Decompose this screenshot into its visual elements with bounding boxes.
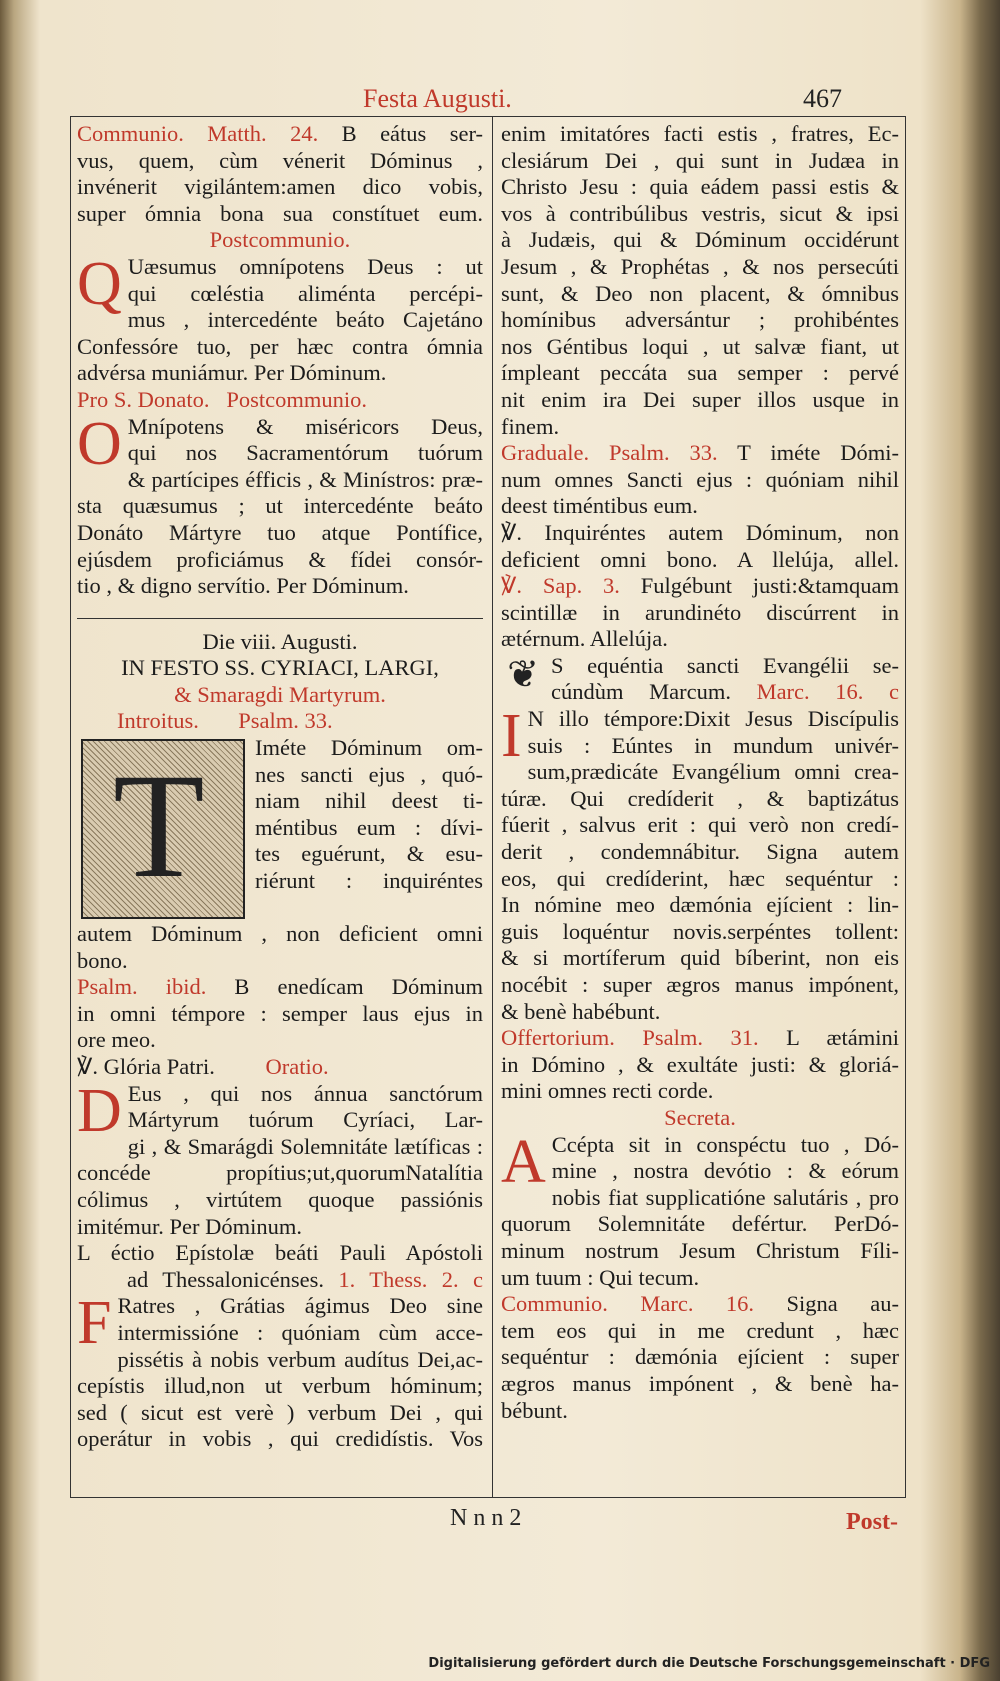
text-line: Jesum , & Prophétas , & nos persecúti <box>501 253 899 279</box>
text-line: bono. <box>77 947 128 973</box>
text-line: Ratres , Grátias ágimus Deo sine <box>117 1293 483 1319</box>
text-line: sta quæsumus ; ut intercedénte beáto <box>77 493 483 519</box>
text-line: & si mortíferum quid bíberint, non eis <box>501 945 899 971</box>
book-page <box>28 0 960 1640</box>
text-line: nobis fiat supplicatióne salutáris , pro <box>551 1184 899 1210</box>
section-rule <box>77 604 483 619</box>
text-line: num omnes Sancti ejus : quóniam nihil <box>501 466 899 492</box>
text-line: mus , intercedénte beáto Cajetáno <box>127 307 483 333</box>
text-line: tes eguérunt, & esu- <box>255 841 483 867</box>
text-line: sequéntur : dæmónia ejícient : super <box>501 1344 899 1370</box>
text-line: imitémur. Per Dóminum. <box>77 1213 302 1239</box>
page-footer <box>70 1505 904 1535</box>
text-line: Uæsumus omnípotens Deus : ut <box>127 253 483 279</box>
feast-subtitle: & Smaragdi Martyrum. <box>174 681 386 707</box>
text-line: advérsa muniámur. Per Dóminum. <box>77 360 387 386</box>
communio-heading: Communio. Matth. 24. <box>77 121 319 146</box>
text-line: ad Thessalonicénses. <box>127 1266 325 1292</box>
text-line: ℣. Inquiréntes autem Dóminum, non <box>501 519 899 545</box>
text-line: cúndùm Marcum. <box>551 679 731 705</box>
text-line: tem eos qui in me credunt , hæc <box>501 1317 899 1343</box>
text-line: enim imitatóres facti estis , fratres, Ec- <box>501 121 899 146</box>
text-line: um tuum : Qui tecum. <box>501 1264 700 1290</box>
donato-heading: Pro S. Donato. <box>77 386 210 412</box>
text-line: riérunt : inquiréntes <box>255 868 483 894</box>
text-line: Ccépta sit in conspéctu tuo , Dó- <box>551 1131 899 1157</box>
feast-title: IN FESTO SS. CYRIACI, LARGI, <box>121 655 439 681</box>
text-line: Donáto Mártyre tuo atque Pontífice, <box>77 519 483 545</box>
text-line: & partícipes éfficis , & Minístros: præ- <box>127 466 483 492</box>
text-line: Fulgébunt justi:&tamquam <box>640 573 899 599</box>
signature-mark: N n n 2 <box>450 1505 522 1531</box>
text-line: méntibus eum : dívi- <box>255 814 483 840</box>
running-head-title: Festa Augusti. <box>363 84 512 113</box>
text-line: qui nos Sacramentórum tuórum <box>127 440 483 466</box>
text-line: vus, quem, cùm vénerit Dóminus , <box>77 147 483 173</box>
text-line: ore meo. <box>77 1027 156 1053</box>
gospel-reference: Marc. 16. c <box>756 679 899 705</box>
page-number: 467 <box>803 84 842 113</box>
postcommunio-heading: Postcommunio. <box>209 227 351 253</box>
text-line: Confessóre tuo, per hæc contra ómnia <box>77 333 483 359</box>
graduale-heading: Graduale. Psalm. 33. <box>501 440 718 466</box>
text-line: bébunt. <box>501 1397 568 1423</box>
text-line: operátur in vobis , qui credidístis. Vos <box>77 1426 483 1452</box>
text-line: pissétis à nobis verbum audítus Dei,ac- <box>117 1346 483 1372</box>
drop-cap: O <box>77 409 122 478</box>
sequentia-block <box>501 653 899 706</box>
oratio-paragraph <box>77 1076 483 1241</box>
text-line: Mnípotens & miséricors Deus, <box>127 413 483 439</box>
text-line: Signa au- <box>786 1291 899 1317</box>
fleuron-ornament-icon: ❦ <box>507 653 539 696</box>
postcommunio-paragraph <box>77 249 483 387</box>
oratio-heading: Oratio. <box>265 1054 329 1080</box>
text-line: clesiárum Dei , qui sunt in Judæa in <box>501 147 899 173</box>
text-line: à Judæis, qui & Dóminum occidérunt <box>501 227 899 253</box>
running-head <box>28 84 908 118</box>
text-line: scintillæ in arundinéto discúrrent in <box>501 599 899 625</box>
secreta-paragraph <box>501 1127 899 1292</box>
right-column <box>501 121 899 1424</box>
introitus-heading: Introitus. <box>117 708 199 734</box>
text-line: Iméte Dóminum om- <box>255 735 483 761</box>
text-line: minum nostrum Jesum Christum Fíli- <box>501 1237 899 1263</box>
drop-cap: Q <box>77 249 122 318</box>
feast-date: Die viii. Augusti. <box>202 628 358 654</box>
text-line: fúerit , salvus erit : qui verò non credí- <box>501 812 899 838</box>
text-line: intermissióne : quóniam cùm acce- <box>117 1319 483 1345</box>
text-line: mine , nostra devótio : & eórum <box>551 1158 899 1184</box>
text-line: in Dómino , & exultáte justi: & gloriá- <box>501 1051 899 1077</box>
gloria-versicle: ℣. Glória Patri. <box>77 1054 215 1080</box>
text-line: qui cœléstia aliménta percépi- <box>127 280 483 306</box>
text-line: L éctio Epístolæ beáti Pauli Apóstoli <box>77 1240 483 1266</box>
sapientia-heading: ℣. Sap. 3. <box>501 573 620 599</box>
text-line: nos Géntibus loqui , ut salvæ fiant, ut <box>501 333 899 359</box>
gospel-paragraph <box>501 702 899 1025</box>
text-line: invénerit vigilántem:amen dico vobis, <box>77 174 483 200</box>
text-line: ímpleant peccáta sua semper : pervé <box>501 360 899 386</box>
text-line: derit , condemnábitur. Signa autem <box>501 839 899 865</box>
text-line: in omni témpore : semper laus ejus in <box>77 1000 483 1026</box>
text-line: L ætámini <box>786 1025 899 1051</box>
text-line: Eus , qui nos ánnua sanctórum <box>127 1080 483 1106</box>
text-line: suis : Eúntes in mundum univér- <box>527 732 899 758</box>
donato-postcommunio-heading: Postcommunio. <box>226 386 368 412</box>
text-line: ejúsdem proficiámus & fídei consór- <box>77 546 483 572</box>
text-line: Mártyrum tuórum Cyríaci, Lar- <box>127 1107 483 1133</box>
text-line: N illo témpore:Dixit Jesus Discípulis <box>527 706 899 732</box>
text-frame <box>70 116 906 1498</box>
woodcut-initial-letter: T <box>113 743 205 910</box>
text-line: homínibus adversántur ; prohibéntes <box>501 307 899 333</box>
communio2-heading: Communio. Marc. 16. <box>501 1291 755 1317</box>
text-line: ægros manus impónent , & benè ha- <box>501 1370 899 1396</box>
text-line: nocébit : super ægros manus impónent, <box>501 972 899 997</box>
drop-cap: A <box>501 1127 546 1196</box>
text-line: sed ( sicut est verè ) verbum Dei , qui <box>77 1399 483 1425</box>
text-line: sum,prædicáte Evangélium omni crea- <box>527 759 899 785</box>
text-line: S equéntia sancti Evangélii se- <box>551 652 899 678</box>
epistle-paragraph <box>77 1289 483 1453</box>
introitus-psalm-ref: Psalm. 33. <box>238 708 333 734</box>
lectio-reference: 1. Thess. 2. c <box>338 1266 483 1292</box>
digitization-credit: Digitalisierung gefördert durch die Deutsche Forschungsgemeinschaft · DFG <box>428 1656 990 1671</box>
text-line: Christo Jesu : quia eádem passi estis & <box>501 174 899 200</box>
text-line: guis loquéntur novis.serpéntes tollent: <box>501 918 899 944</box>
text-line: B enedícam Dóminum <box>234 974 483 1000</box>
psalm-heading: Psalm. ibid. <box>77 974 207 1000</box>
catchword: Post- <box>846 1509 898 1535</box>
left-column <box>77 121 483 1453</box>
text-line: sunt, & Deo non placent, & ómnibus <box>501 280 899 306</box>
drop-cap: D <box>77 1076 122 1145</box>
secreta-heading: Secreta. <box>664 1104 736 1130</box>
text-line: ætérnum. Allelúja. <box>501 626 668 652</box>
text-line: nes sancti ejus , quó- <box>255 761 483 787</box>
text-line: B eátus ser- <box>341 121 483 146</box>
text-line: niam nihil deest ti- <box>255 788 483 814</box>
text-line: deficient omni bono. <box>501 546 718 572</box>
text-line: & benè habébunt. <box>501 998 661 1024</box>
alleluia-line: A llelúja, allel. <box>736 546 899 572</box>
text-line: T iméte Dómi- <box>737 440 899 466</box>
introitus-paragraph <box>77 735 483 921</box>
text-line: eos, qui credíderint, hæc sequéntur : <box>501 865 899 891</box>
text-line: concéde propítius;ut,quorumNatalítia <box>77 1160 483 1186</box>
text-line: super ómnia bona sua constítuet eum. <box>77 200 483 226</box>
text-line: finem. <box>501 413 560 439</box>
donato-paragraph <box>77 409 483 600</box>
drop-cap: I <box>501 702 522 771</box>
text-line: tio , & digno servítio. Per Dóminum. <box>77 573 409 599</box>
drop-cap: F <box>77 1289 112 1358</box>
text-line: In nómine meo dæmónia ejícient : lin- <box>501 892 899 918</box>
text-line: vos à contribúlibus vestris, sicut & ipsi <box>501 200 899 226</box>
text-line: túræ. Qui credíderit , & baptizátus <box>501 785 899 811</box>
text-line: mini omnes recti corde. <box>501 1078 714 1104</box>
text-line: cepístis illud,non ut verbum hóminum; <box>77 1373 483 1399</box>
column-divider <box>492 117 493 1497</box>
text-line: nit enim ira Dei super illos usque in <box>501 386 899 412</box>
text-line: deest timéntibus eum. <box>501 493 698 519</box>
text-line: quorum Solemnitáte defértur. PerDó- <box>501 1211 899 1237</box>
woodcut-initial-image <box>81 739 245 919</box>
text-line: gi , & Smarágdi Solemnitáte lætíficas : <box>127 1133 483 1159</box>
text-line: autem Dóminum , non deficient omni <box>77 921 483 947</box>
text-line: cólimus , virtútem quoque passiónis <box>77 1187 483 1212</box>
offertorium-heading: Offertorium. Psalm. 31. <box>501 1025 759 1051</box>
